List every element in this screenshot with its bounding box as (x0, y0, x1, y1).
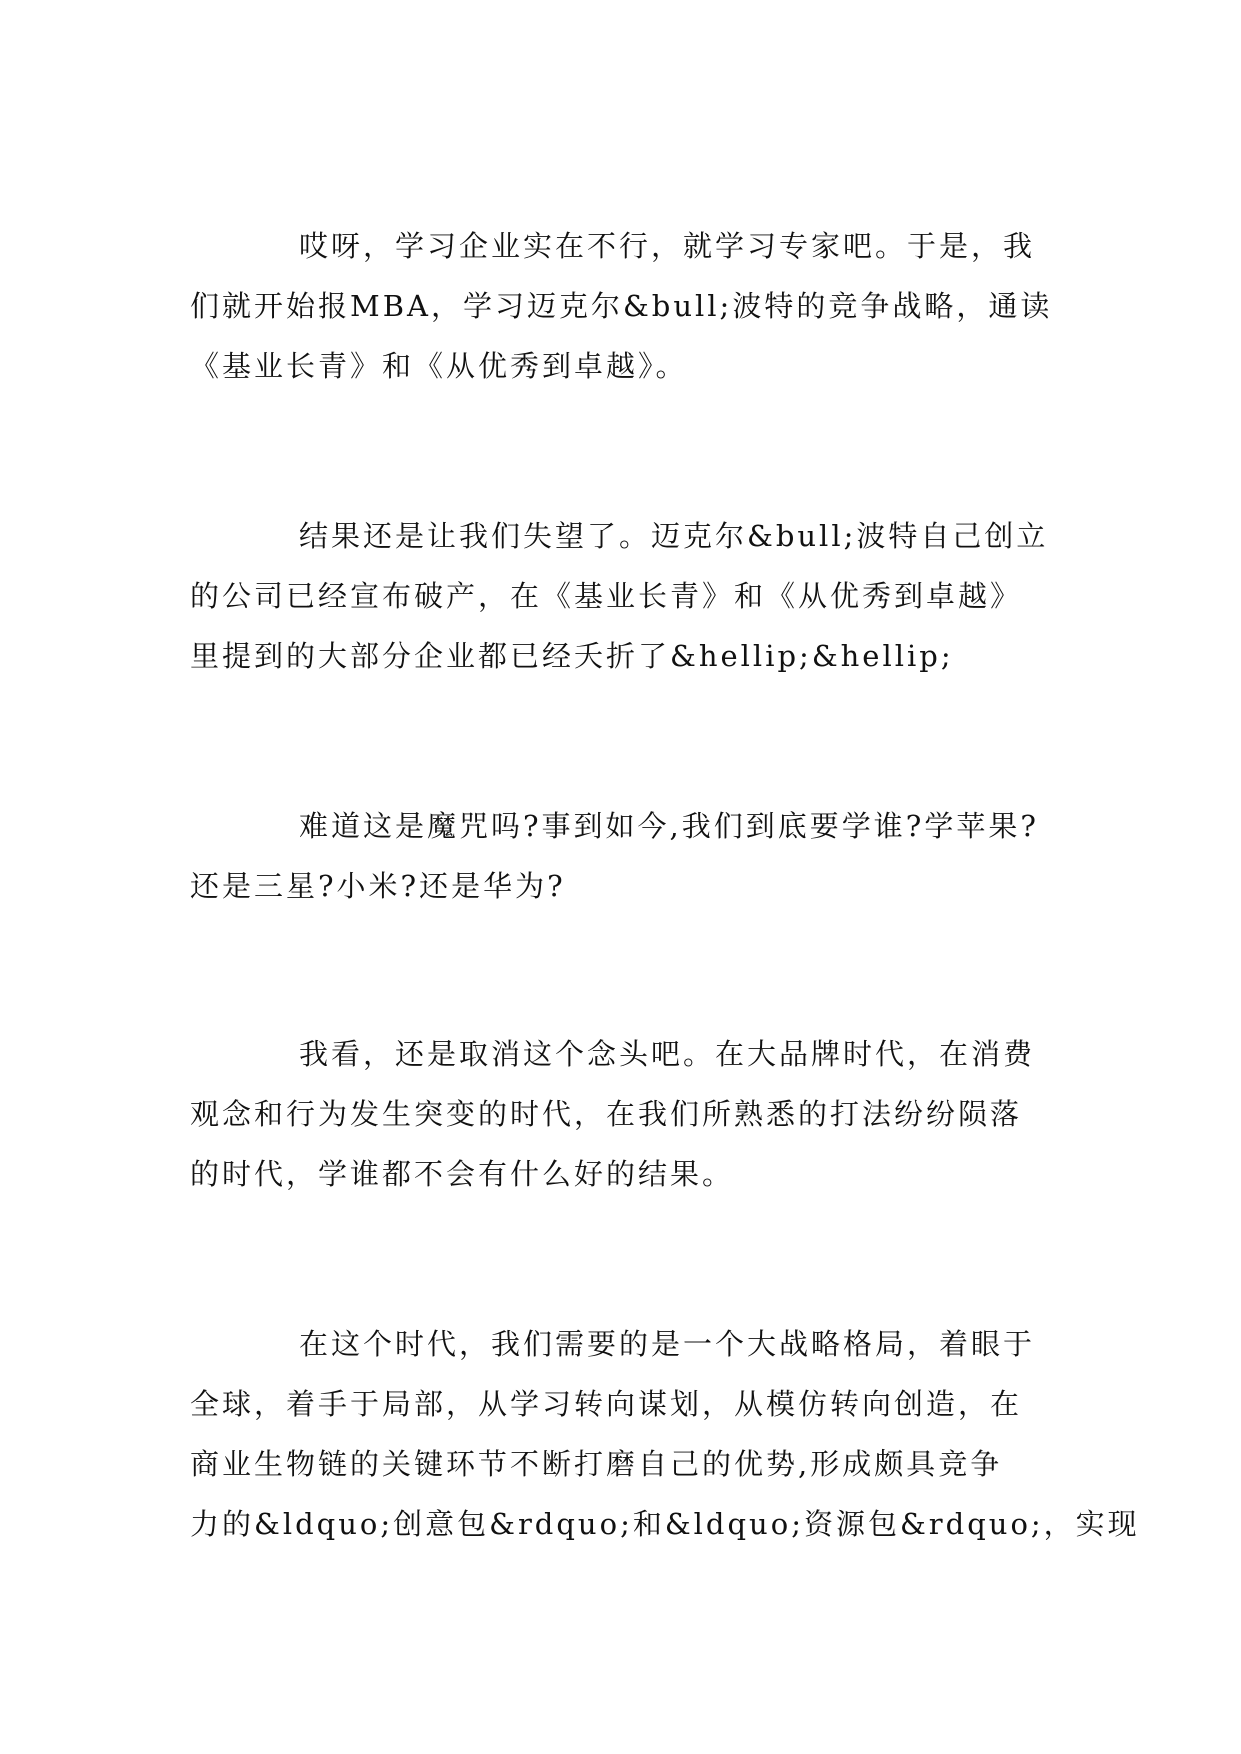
paragraph-4 (190, 1024, 1060, 1204)
paragraph-line: 的时代，学谁都不会有什么好的结果。 (190, 1157, 735, 1191)
paragraph-line: 《基业长青》和《从优秀到卓越》。 (190, 349, 688, 383)
paragraph-line: 我看，还是取消这个念头吧。在大品牌时代，在消费 (299, 1037, 1036, 1071)
paragraph-1 (190, 216, 1060, 396)
paragraph-line: 全球，着手于局部，从学习转向谋划，从模仿转向创造，在 (190, 1387, 1023, 1421)
paragraph-line: 们就开始报MBA，学习迈克尔&bull;波特的竞争战略，通读 (190, 289, 1053, 323)
paragraph-line: 哎呀，学习企业实在不行，就学习专家吧。于是，我 (299, 229, 1036, 263)
paragraph-line: 商业生物链的关键环节不断打磨自己的优势,形成颇具竞争 (190, 1447, 1003, 1481)
paragraph-line: 观念和行为发生突变的时代，在我们所熟悉的打法纷纷陨落 (190, 1097, 1023, 1131)
paragraph-line: 力的&ldquo;创意包&rdquo;和&ldquo;资源包&rdquo;，实现 (190, 1507, 1140, 1541)
paragraph-line: 的公司已经宣布破产，在《基业长青》和《从优秀到卓越》 (190, 579, 1023, 613)
paragraph-line: 还是三星?小米?还是华为? (190, 869, 566, 903)
paragraph-2 (190, 506, 1060, 686)
paragraph-5 (190, 1314, 1140, 1554)
paragraph-line: 结果还是让我们失望了。迈克尔&bull;波特自己创立 (299, 519, 1049, 553)
paragraph-line: 里提到的大部分企业都已经夭折了&hellip;&hellip; (190, 639, 954, 673)
paragraph-line: 在这个时代，我们需要的是一个大战略格局，着眼于 (299, 1327, 1036, 1361)
paragraph-3 (190, 796, 1060, 916)
paragraph-line: 难道这是魔咒吗?事到如今,我们到底要学谁?学苹果? (299, 809, 1039, 843)
